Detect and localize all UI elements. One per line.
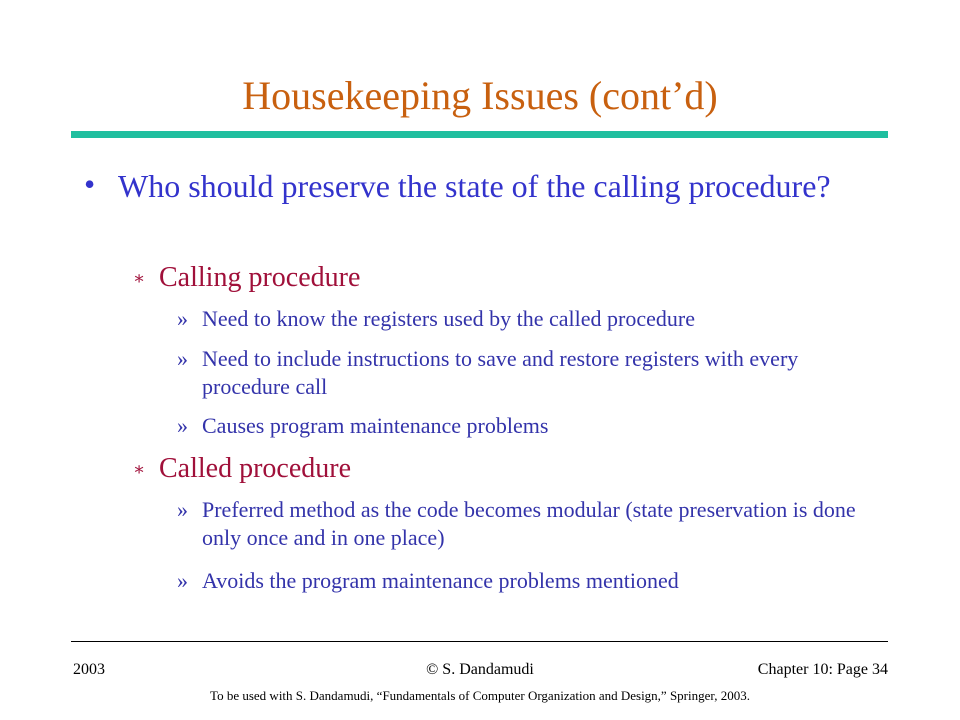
detail-marker: » (177, 413, 188, 438)
footer-divider (71, 641, 888, 642)
detail-marker: » (177, 497, 188, 522)
detail-item: Avoids the program maintenance problems mentioned (202, 568, 679, 593)
detail-item: Preferred method as the code becomes modular (state preservation is done only once and in one place) (202, 497, 856, 550)
bullet-marker: • (84, 166, 96, 202)
footer-page-number: Chapter 10: Page 34 (757, 661, 888, 678)
title-underline (71, 131, 888, 138)
footer-year: 2003 (73, 661, 105, 678)
detail-marker: » (177, 346, 188, 371)
sub-bullet-marker: ∗ (133, 268, 146, 288)
detail-item: Need to include instructions to save and restore registers with every procedure call (202, 346, 799, 399)
sub-item-called-procedure: Called procedure (159, 453, 352, 484)
detail-marker: » (177, 568, 188, 593)
main-bullet-text: Who should preserve the state of the calling procedure? (118, 168, 831, 204)
footer-author: © S. Dandamudi (426, 661, 534, 678)
detail-marker: » (177, 306, 188, 331)
sub-item-calling-procedure: Calling procedure (159, 262, 361, 293)
slide-title: Housekeeping Issues (cont’d) (242, 73, 718, 118)
detail-item: Need to know the registers used by the called procedure (202, 306, 695, 331)
detail-item: Causes program maintenance problems (202, 413, 549, 438)
sub-bullet-marker: ∗ (133, 459, 146, 479)
footer-credit: To be used with S. Dandamudi, “Fundamentals of Computer Organization and Design,” Springer, 2003. (210, 688, 750, 703)
